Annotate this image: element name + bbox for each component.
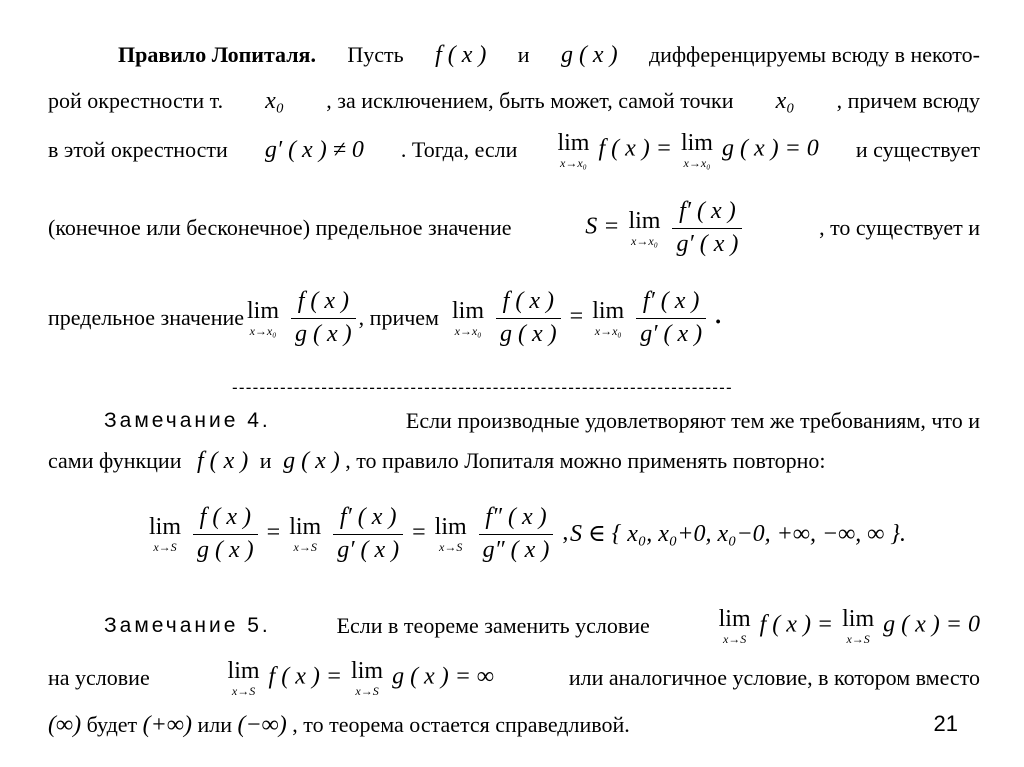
text: предельное значение bbox=[48, 305, 245, 330]
formula-g-x: g ( x ) bbox=[560, 42, 618, 68]
page-number: 21 bbox=[933, 711, 958, 736]
text: или bbox=[197, 712, 232, 737]
text: , причем всюду bbox=[836, 88, 980, 113]
formula-plus-infinity: (+∞) bbox=[142, 712, 192, 738]
formula-infinity: (∞) bbox=[48, 712, 82, 738]
text: . Тогда, если bbox=[400, 137, 518, 162]
formula-limits-zero: lim x→x₀ f ( x ) = lim x→x₀ g ( x ) = 0 bbox=[557, 130, 819, 170]
text: и существует bbox=[855, 137, 980, 162]
formula-S-definition: S = lim x→x₀ $\frac{f' ( x )}{g' ( x )}$ bbox=[585, 198, 745, 258]
theorem-line-2 bbox=[48, 86, 980, 116]
text: сами функции bbox=[48, 448, 182, 473]
formula-lhopital-rule: lim x→x₀ $\frac{f ( x )}{g ( x )}$ = lim x→x₀ $\frac{f' ( x )}{g' ( x )}$ . bbox=[451, 287, 722, 347]
theorem-line-4 bbox=[48, 192, 980, 264]
separator-line: ------------------------------------------------------------------------- bbox=[232, 378, 733, 397]
remark4-line-2 bbox=[48, 446, 980, 476]
remark5-line-1 bbox=[104, 604, 980, 648]
formula-minus-infinity: (−∞) bbox=[237, 712, 287, 738]
remark4-label: Замечание 4. bbox=[104, 409, 271, 432]
text: , то существует и bbox=[819, 215, 980, 240]
formula-repeated-lhopital: lim x→S $\frac{f ( x )}{g ( x )}$ = lim x→S $\frac{f' ( x )}{g' ( x )}$ = lim x→S $\frac{f'' ( x )}{g'' ( x )}$ , bbox=[149, 503, 569, 563]
text: рой окрестности т. bbox=[48, 88, 224, 113]
text: будет bbox=[86, 712, 138, 737]
theorem-line-5 bbox=[48, 282, 980, 354]
theorem-line-3 bbox=[48, 130, 980, 170]
text: Пусть bbox=[347, 42, 404, 67]
remark5-line-3 bbox=[48, 710, 980, 740]
text: дифференцируемы всюду в некото- bbox=[648, 42, 980, 67]
text: , то правило Лопиталя можно применять повторно: bbox=[345, 448, 826, 473]
text: , за исключением, быть может, самой точки bbox=[326, 88, 734, 113]
text: на условие bbox=[48, 665, 150, 690]
text: в этой окрестности bbox=[48, 137, 228, 162]
text: , причем bbox=[358, 305, 439, 330]
formula-f-x: f ( x ) bbox=[196, 448, 249, 474]
formula-g-x: g ( x ) bbox=[283, 448, 340, 474]
text: или аналогичное условие, в котором вместо bbox=[568, 665, 980, 690]
text: и bbox=[259, 448, 272, 473]
formula-limits-zero-S: lim x→S f ( x ) = lim x→S g ( x ) = 0 bbox=[718, 606, 980, 646]
theorem-line-1 bbox=[118, 40, 980, 70]
text: (конечное или бесконечное) предельное значение bbox=[48, 215, 512, 240]
text: , то теорема остается справедливой. bbox=[292, 712, 630, 737]
formula-f-x: f ( x ) bbox=[435, 42, 487, 68]
formula-g-prime-nonzero: g′ ( x ) ≠ 0 bbox=[264, 137, 364, 163]
formula-x0: x₀ bbox=[265, 88, 285, 114]
theorem-title: Правило Лопиталя. bbox=[118, 42, 316, 67]
formula-S-set: S ∈ { x₀, x₀+0, x₀−0, +∞, −∞, ∞ }. bbox=[569, 521, 906, 547]
formula-limit-ratio: lim x→x₀ $\frac{f ( x )}{g ( x )}$ bbox=[244, 288, 359, 348]
remark4-line-1 bbox=[104, 406, 980, 436]
remark5-label: Замечание 5. bbox=[104, 614, 271, 637]
text: Если производные удовлетворяют тем же требованиям, что и bbox=[405, 408, 980, 433]
remark4-display-formula bbox=[146, 496, 906, 572]
text: Если в теореме заменить условие bbox=[336, 613, 650, 638]
formula-x0: x₀ bbox=[775, 88, 795, 114]
remark5-line-2 bbox=[48, 656, 980, 700]
formula-limits-infinity-S: lim x→S f ( x ) = lim x→S g ( x ) = ∞ bbox=[227, 658, 495, 698]
text: и bbox=[517, 42, 530, 67]
